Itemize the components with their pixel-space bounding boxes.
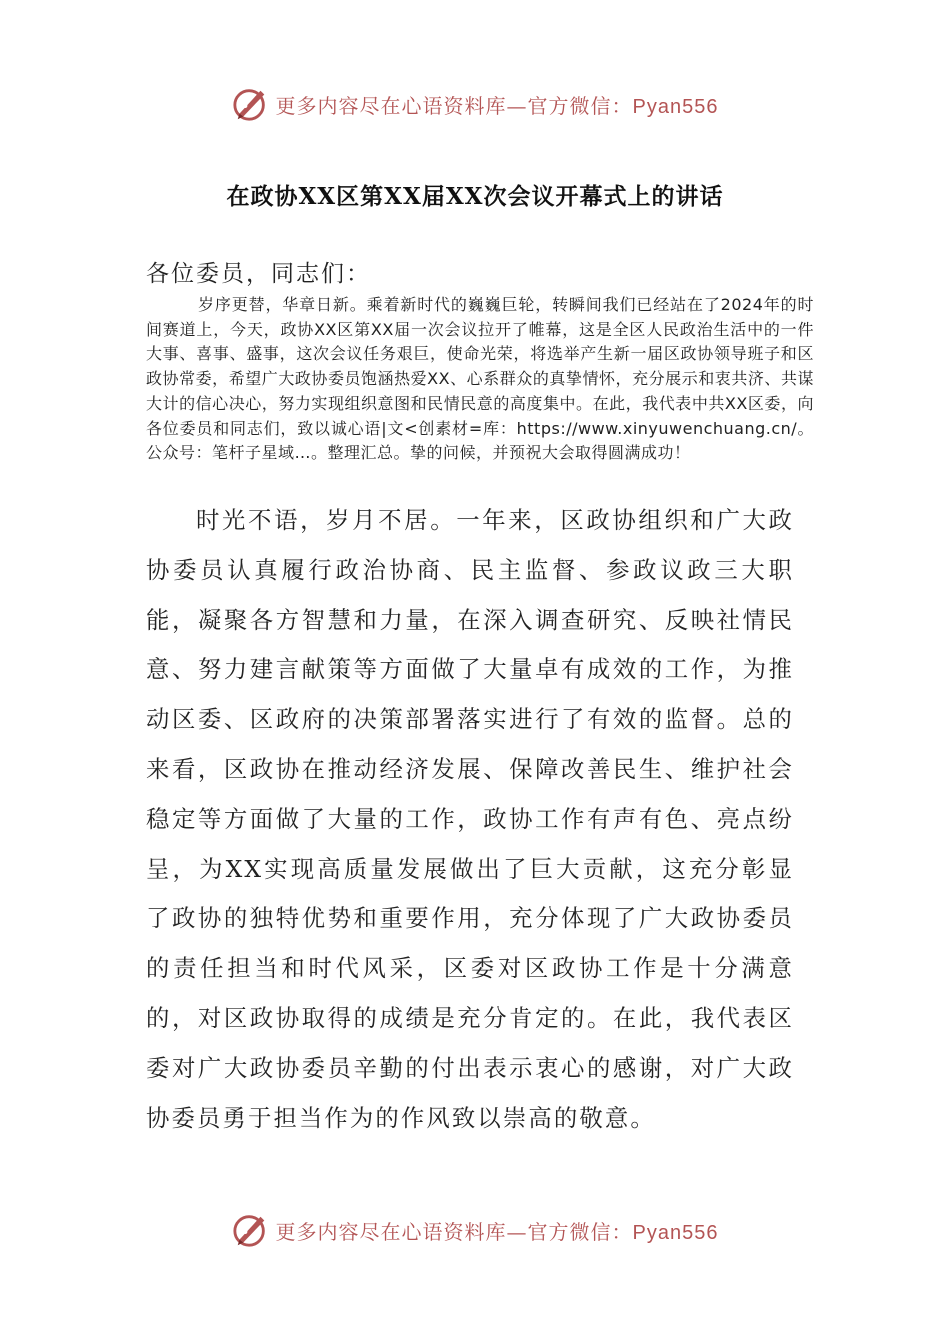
header-banner [0,82,950,126]
greeting: 各位委员，同志们： [146,261,371,287]
paragraph-intro: 岁序更替，华章日新。乘着新时代的巍巍巨轮，转瞬间我们已经站在了2024年的时间赛道上，今天，政协XX区第XX届一次会议拉开了帷幕，这是全区人民政治生活中的一件大事、喜事、盛事，这次会议任务艰巨，使命光荣，将选举产生新一届区政协领导班子和区政协常委，希望广大政协委员饱涵热爱XX、心系群众的真挚情怀，充分展示和衷共济、共谋大计的信心决心，努力实现组织意图和民情民意的高度集中。在此，我代表中共XX区委，向各位委员和同志们，致以诚心语|文<创素材=库：https://www.xinyuwenchuang.cn/。公众号：笔杆子星域…。整理汇总。挚的问候，并预祝大会取得圆满成功！ [146,295,814,463]
header-wechat-id: Pyan556 [632,95,719,118]
header-banner-text: 更多内容尽在心语资料库—官方微信：Pyan556 [275,93,719,118]
document-title: 在政协XX区第XX届XX次会议开幕式上的讲话 [226,183,724,210]
footer-banner-text: 更多内容尽在心语资料库—官方微信：Pyan556 [275,1219,719,1244]
paragraph-review: 时光不语，岁月不居。一年来，区政协组织和广大政协委员认真履行政治协商、民主监督、参政议政三大职能，凝聚各方智慧和力量，在深入调查研究、反映社情民意、努力建言献策等方面做了大量卓有成效的工作，为推动区委、区政府的决策部署落实进行了有效的监督。总的来看，区政协在推动经济发展、保障改善民生、维护社会稳定等方面做了大量的工作，政协工作有声有色、亮点纷呈，为XX实现高质量发展做出了巨大贡献，这充分彰显了政协的独特优势和重要作用，充分体现了广大政协委员的责任担当和时代风采，区委对区政协工作是十分满意的，对区政协取得的成绩是充分肯定的。在此，我代表区委对广大政协委员辛勤的付出表示衷心的感谢，对广大政协委员勇于担当作为的作风致以崇高的敬意。 [146,506,794,1132]
pen-logo-icon [232,85,270,123]
pen-logo-icon [232,1211,270,1249]
footer-wechat-id: Pyan556 [632,1221,719,1244]
footer-banner [0,1208,950,1252]
